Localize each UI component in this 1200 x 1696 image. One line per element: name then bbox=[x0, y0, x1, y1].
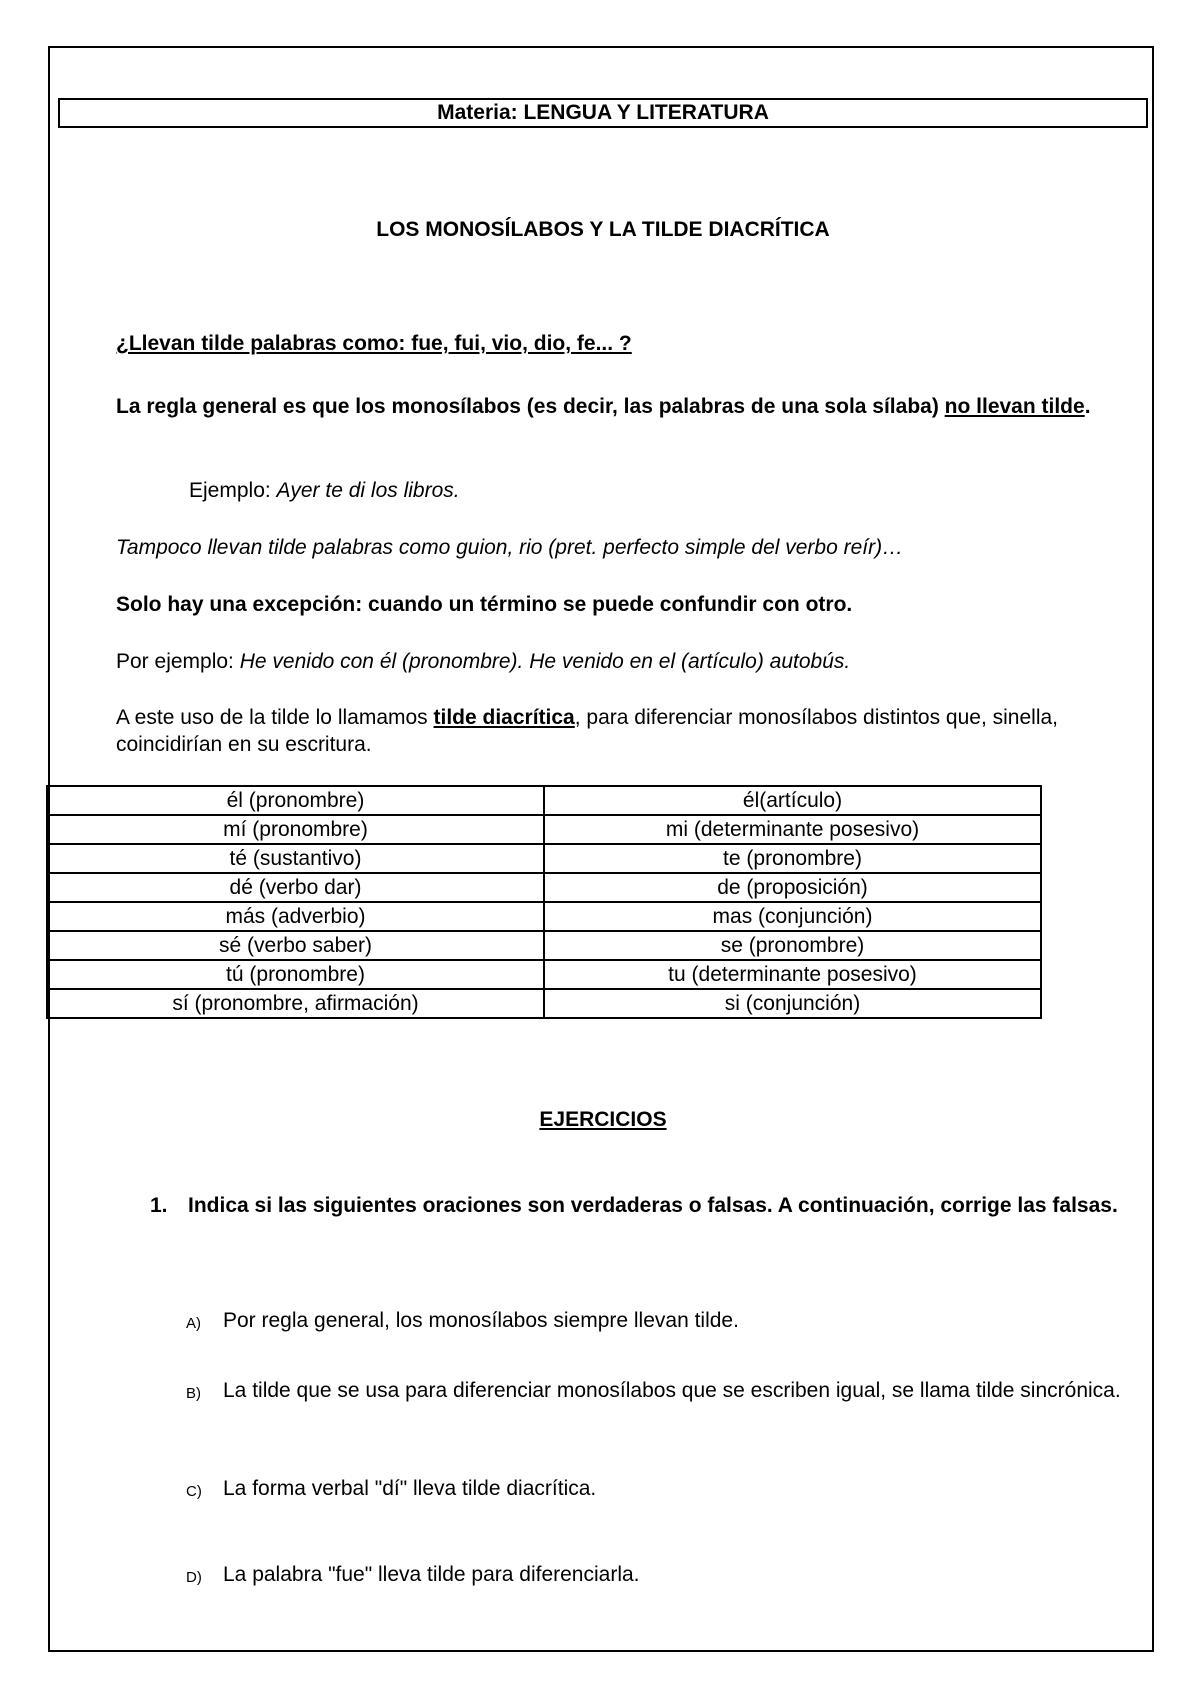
item-text: La palabra "fue" lleva tilde para diferenciarla. bbox=[223, 1563, 640, 1586]
diacritica-term: tilde diacrítica bbox=[433, 706, 575, 729]
monosyllable-table bbox=[46, 785, 1042, 1019]
item-letter: D) bbox=[186, 1569, 202, 1586]
table-row bbox=[47, 989, 1041, 1018]
exercise-1 bbox=[150, 1192, 1140, 1220]
rule-text: La regla general es que los monosílabos (es decir, las palabras de una sola sílaba) bbox=[116, 395, 945, 418]
list-item bbox=[186, 1561, 1146, 1588]
por-ejemplo-sentence: He venido con él (pronombre). He venido en el (artículo) autobús. bbox=[239, 650, 851, 673]
table-cell: él (pronombre) bbox=[47, 786, 544, 815]
table-cell: tu (determinante posesivo) bbox=[544, 960, 1041, 989]
item-text: La forma verbal "dí" lleva tilde diacrítica. bbox=[223, 1477, 597, 1500]
list-item bbox=[186, 1377, 1146, 1404]
table-row bbox=[47, 931, 1041, 960]
table-cell: más (adverbio) bbox=[47, 902, 544, 931]
table-cell: tú (pronombre) bbox=[47, 960, 544, 989]
question-heading: ¿Llevan tilde palabras como: fue, fui, vio, dio, fe... ? bbox=[116, 332, 632, 355]
subject-header: Materia: LENGUA Y LITERATURA bbox=[58, 98, 1148, 128]
table-cell: mi (determinante posesivo) bbox=[544, 815, 1041, 844]
table-row bbox=[47, 844, 1041, 873]
diacritica-after: , para diferenciar monosílabos distintos que, sinella, coincidirían en su escritura. bbox=[116, 706, 1059, 756]
table-cell: sí (pronombre, afirmación) bbox=[47, 989, 544, 1018]
table-row bbox=[47, 815, 1041, 844]
example-line bbox=[189, 477, 460, 504]
item-letter: A) bbox=[186, 1315, 201, 1332]
table-cell: se (pronombre) bbox=[544, 931, 1041, 960]
table-cell: dé (verbo dar) bbox=[47, 873, 544, 902]
table-cell: sé (verbo saber) bbox=[47, 931, 544, 960]
item-text: La tilde que se usa para diferenciar monosílabos que se escriben igual, se llama tilde sincrónica. bbox=[223, 1379, 1121, 1402]
table-row bbox=[47, 873, 1041, 902]
item-letter: B) bbox=[186, 1385, 201, 1402]
rule-end: . bbox=[1084, 395, 1091, 418]
item-text: Por regla general, los monosílabos siempre llevan tilde. bbox=[223, 1309, 739, 1332]
item-letter: C) bbox=[186, 1483, 202, 1500]
table-cell: té (sustantivo) bbox=[47, 844, 544, 873]
example-label: Ejemplo: bbox=[189, 479, 277, 502]
table-cell: si (conjunción) bbox=[544, 989, 1041, 1018]
exercises-title: EJERCICIOS bbox=[539, 1108, 667, 1131]
exception-line: Solo hay una excepción: cuando un término se puede confundir con otro. bbox=[116, 593, 853, 616]
table-cell: él(artículo) bbox=[544, 786, 1041, 815]
exercise-number: 1. bbox=[150, 1194, 168, 1217]
general-rule bbox=[116, 393, 1116, 420]
table-cell: te (pronombre) bbox=[544, 844, 1041, 873]
example-sentence: Ayer te di los libros. bbox=[276, 479, 460, 502]
table-cell: mas (conjunción) bbox=[544, 902, 1041, 931]
page-title: LOS MONOSÍLABOS Y LA TILDE DIACRÍTICA bbox=[376, 218, 830, 241]
por-ejemplo-label: Por ejemplo: bbox=[116, 650, 240, 673]
table-cell: de (proposición) bbox=[544, 873, 1041, 902]
por-ejemplo-line bbox=[116, 648, 850, 675]
table-row bbox=[47, 786, 1041, 815]
exercise-instruction: Indica si las siguientes oraciones son verdaderas o falsas. A continuación, corrige las falsas. bbox=[188, 1194, 1118, 1217]
diacritica-before: A este uso de la tilde lo llamamos bbox=[116, 706, 434, 729]
table-cell: mí (pronombre) bbox=[47, 815, 544, 844]
diacritica-paragraph bbox=[116, 704, 1116, 758]
table-row bbox=[47, 902, 1041, 931]
list-item bbox=[186, 1307, 1146, 1334]
tampoco-line: Tampoco llevan tilde palabras como guion, rio (pret. perfecto simple del verbo reír)… bbox=[116, 536, 904, 559]
table-row bbox=[47, 960, 1041, 989]
rule-emphasis: no llevan tilde bbox=[944, 395, 1085, 418]
list-item bbox=[186, 1475, 1146, 1502]
